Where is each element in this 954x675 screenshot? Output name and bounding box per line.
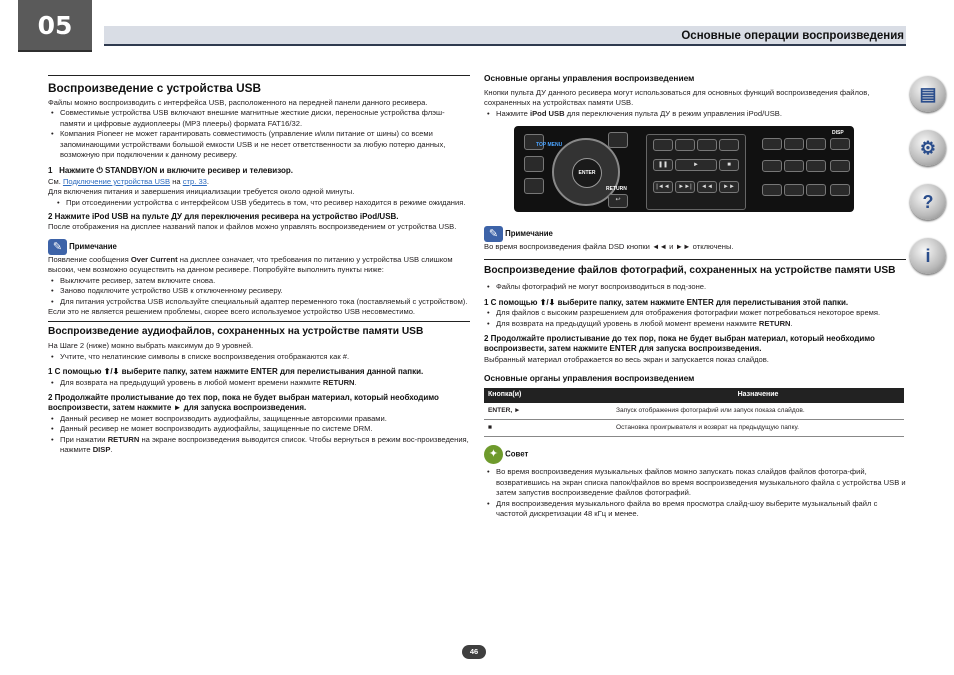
step-2-text: После отображения на дисплее названий папок и файлов можно управлять воспроизведением от устройства USB.: [48, 222, 457, 232]
receiver-icon[interactable]: ⚙: [910, 130, 946, 166]
controls-heading-2: Основные органы управления воспроизведением: [484, 373, 695, 384]
bullet: • Файлы фотографий не могут воспроизводиться в под-зоне.: [484, 282, 906, 292]
prev-button: |◄◄: [653, 181, 673, 193]
stop-button: ■: [719, 159, 739, 171]
bullet: • Для файлов с высоким разрешением для отображения фотографии может потребоваться некоторое время.: [484, 308, 906, 318]
remote-button: [830, 184, 850, 196]
bullet: • При отсоединении устройства с интерфейсом USB убедитесь в том, что ресивер находится в режиме ожидания.: [48, 198, 470, 208]
photo-heading: Воспроизведение файлов фотографий, сохраненных на устройстве памяти USB: [484, 265, 896, 277]
enter-button: ENTER: [572, 158, 602, 188]
note-icon: ✎: [48, 239, 67, 255]
bullet: • Компания Pioneer не может гарантировать совместимость (управление и/или питание от шины) со всеми запоминающими устройствами большой емкости USB и не несет ответственности за любую потерю данных, возможную при подключении к данному ресиверу.: [48, 129, 470, 160]
see-reference: См. Подключение устройства USB на стр. 33.: [48, 176, 210, 186]
remote-button: [762, 184, 782, 196]
pause-button: ❚❚: [653, 159, 673, 171]
remote-button: [830, 160, 850, 172]
troubleshooting-icon[interactable]: ?: [910, 184, 946, 220]
controls-heading: Основные органы управления воспроизведением: [484, 73, 695, 83]
bullet: • Данный ресивер не может воспроизводить аудиофайлы, защищенные авторскими правами.: [48, 414, 470, 424]
divider: [484, 259, 906, 260]
remote-button: [675, 139, 695, 151]
bullet: • Данный ресивер не может воспроизводить аудиофайлы, защищенные по системе DRM.: [48, 424, 470, 434]
remote-button: [762, 138, 782, 150]
tip-icon: ✦: [484, 445, 503, 464]
bullet: • Нажмите iPod USB для переключения пульта ДУ в режим управления iPod/USB.: [484, 109, 906, 119]
table-row: [484, 420, 904, 437]
note-end: Если это не является решением проблемы, скорее всего используемое устройство USB несовместимо.: [48, 306, 416, 316]
bullet: • Во время воспроизведения музыкальных файлов можно запускать показ слайдов файлов фотогра-фий, возвратившись на экран списка папок/файлов во время воспроизведения музыкального файла с устройства USB и затем запустив воспроизведение файлов фотографий.: [484, 467, 906, 498]
remote-button: [806, 138, 826, 150]
forward-button: ►►: [719, 181, 739, 193]
bullet: • Для питания устройства USB используйте специальный адаптер переменного тока (поставляемый с устройством).: [48, 297, 470, 307]
function-panel: [754, 130, 852, 210]
audio-heading: Воспроизведение аудиофайлов, сохраненных на устройстве памяти USB: [48, 326, 424, 338]
note-icon: ✎: [484, 226, 503, 242]
bullet: • Заново подключите устройство USB к отключенному ресиверу.: [48, 286, 470, 296]
remote-button: [608, 132, 628, 148]
remote-button: [762, 160, 782, 172]
page-link[interactable]: стр. 33: [182, 176, 207, 186]
bullet: • Для возврата на предыдущий уровень в любой момент времени нажмите RETURN.: [48, 378, 470, 388]
disp-label: DISP: [832, 130, 844, 136]
audio-step-1: 1 С помощью ⬆/⬇ выберите папку, затем нажмите ENTER для перелистывания данной папки.: [48, 367, 424, 377]
appendix-icon[interactable]: i: [910, 238, 946, 274]
controls-table: [484, 388, 904, 437]
bullet: • Совместимые устройства USB включают внешние магнитные жесткие диски, переносные устройства флэш-памяти и цифровые аудиоплееры (MP3 плееры) формата FAT16/32.: [48, 108, 470, 129]
chapter-number: 05: [18, 0, 92, 52]
remote-button: [653, 139, 673, 151]
remote-button: [784, 184, 804, 196]
bullet: • Учтите, что нелатинские символы в списке воспроизведения отображаются как #.: [48, 352, 470, 362]
photo-step-1: 1 С помощью ⬆/⬇ выберите папку, затем нажмите ENTER для перелистывания этой папки.: [484, 297, 849, 307]
tip-label: Совет: [505, 449, 529, 459]
table-cell: ENTER, ►: [484, 403, 612, 420]
col-header-function: Назначение: [612, 388, 904, 402]
controls-text: Кнопки пульта ДУ данного ресивера могут использоваться для основных функций воспроизведения файлов, сохраненных на устройствах памяти USB.: [484, 88, 870, 108]
photo-step-2-text: Выбранный материал отображается во весь экран и запускается показ слайдов.: [484, 354, 769, 364]
step-1-text: Для включения питания и завершения инициализации требуется около одной минуты.: [48, 187, 355, 197]
section-title: Основные операции воспроизведения: [681, 30, 904, 42]
bullet: • Для возврата на предыдущий уровень в любой момент времени нажмите RETURN.: [484, 319, 906, 329]
photo-step-2: 2 Продолжайте пролистывание до тех пор, пока не будет выбран материал, который необходимо воспроизвести, затем нажмите ENTER для запуска воспроизведения.: [484, 334, 875, 354]
table-cell: ■: [484, 420, 612, 437]
right-column: [484, 73, 906, 119]
remote-button: [784, 160, 804, 172]
rewind-button: ◄◄: [697, 181, 717, 193]
left-column: [48, 75, 470, 455]
remote-control-illustration: [514, 126, 854, 212]
note-header: [48, 239, 470, 255]
note-text: Появление сообщения Over Current на дисплее означает, что требования по питанию у устройства USB слишком высоки, чем возможно осуществить на данном ресивере. Попробуйте выполнить пункты ниже:: [48, 254, 453, 275]
transport-panel: [646, 134, 746, 210]
tip-header: [484, 445, 906, 464]
note-label: Примечание: [69, 241, 117, 251]
table-row: [484, 403, 904, 420]
remote-button: [697, 139, 717, 151]
step-1: 1 Нажмите ⏻ STANDBY/ON и включите ресивер и телевизор.: [48, 166, 293, 176]
remote-button: [524, 156, 544, 172]
col-header-button: Кнопка(и): [484, 388, 612, 402]
bullet: • Выключите ресивер, затем включите снова.: [48, 276, 470, 286]
divider: [48, 75, 470, 76]
table-cell: Запуск отображения фотографий или запуск показа слайдов.: [612, 403, 904, 420]
usb-heading: Воспроизведение с устройства USB: [48, 81, 261, 95]
audio-step-2: 2 Продолжайте пролистывание до тех пор, пока не будет выбран материал, который необходимо воспроизвести, затем нажмите ► для запуска воспроизведения.: [48, 392, 439, 413]
table-cell: Остановка проигрывателя и возврат на предыдущую папку.: [612, 420, 904, 437]
usb-connection-link[interactable]: Подключение устройства USB: [62, 176, 171, 186]
next-button: ►►|: [675, 181, 695, 193]
bullet: • Для воспроизведения музыкального файла во время просмотра слайд-шоу выберите музыкальный файл с частотой дискретизации 48 кГц и менее.: [484, 499, 906, 520]
bullet: • При нажатии RETURN на экране воспроизведения выводится список. Чтобы вернуться в режим вос-произведения, нажмите DISP.: [48, 435, 470, 456]
top-menu-label: TOP MENU: [536, 142, 563, 148]
usb-intro: Файлы можно воспроизводить с интерфейса USB, расположенного на передней панели данного ресивера.: [48, 98, 428, 107]
divider: [48, 321, 470, 322]
note-label: Примечание: [505, 229, 553, 238]
disp-button: [830, 138, 850, 150]
note-header: [484, 226, 906, 242]
remote-button: [719, 139, 739, 151]
right-column-lower: [484, 226, 906, 520]
remote-button: [806, 184, 826, 196]
page-number: 46: [462, 645, 486, 659]
return-label: RETURN: [606, 186, 627, 192]
return-button: ↩: [608, 194, 628, 208]
audio-intro: На Шаге 2 (ниже) можно выбрать максимум до 9 уровней.: [48, 341, 254, 351]
remote-button: [806, 160, 826, 172]
play-button: ►: [675, 159, 717, 171]
note-text: Во время воспроизведения файла DSD кнопки ◄◄ и ►► отключены.: [484, 242, 734, 251]
book-icon[interactable]: ▤: [910, 76, 946, 112]
remote-button: [784, 138, 804, 150]
step-2: 2 Нажмите iPod USB на пульте ДУ для переключения ресивера на устройство iPod/USB.: [48, 212, 399, 222]
remote-button: [524, 178, 544, 194]
